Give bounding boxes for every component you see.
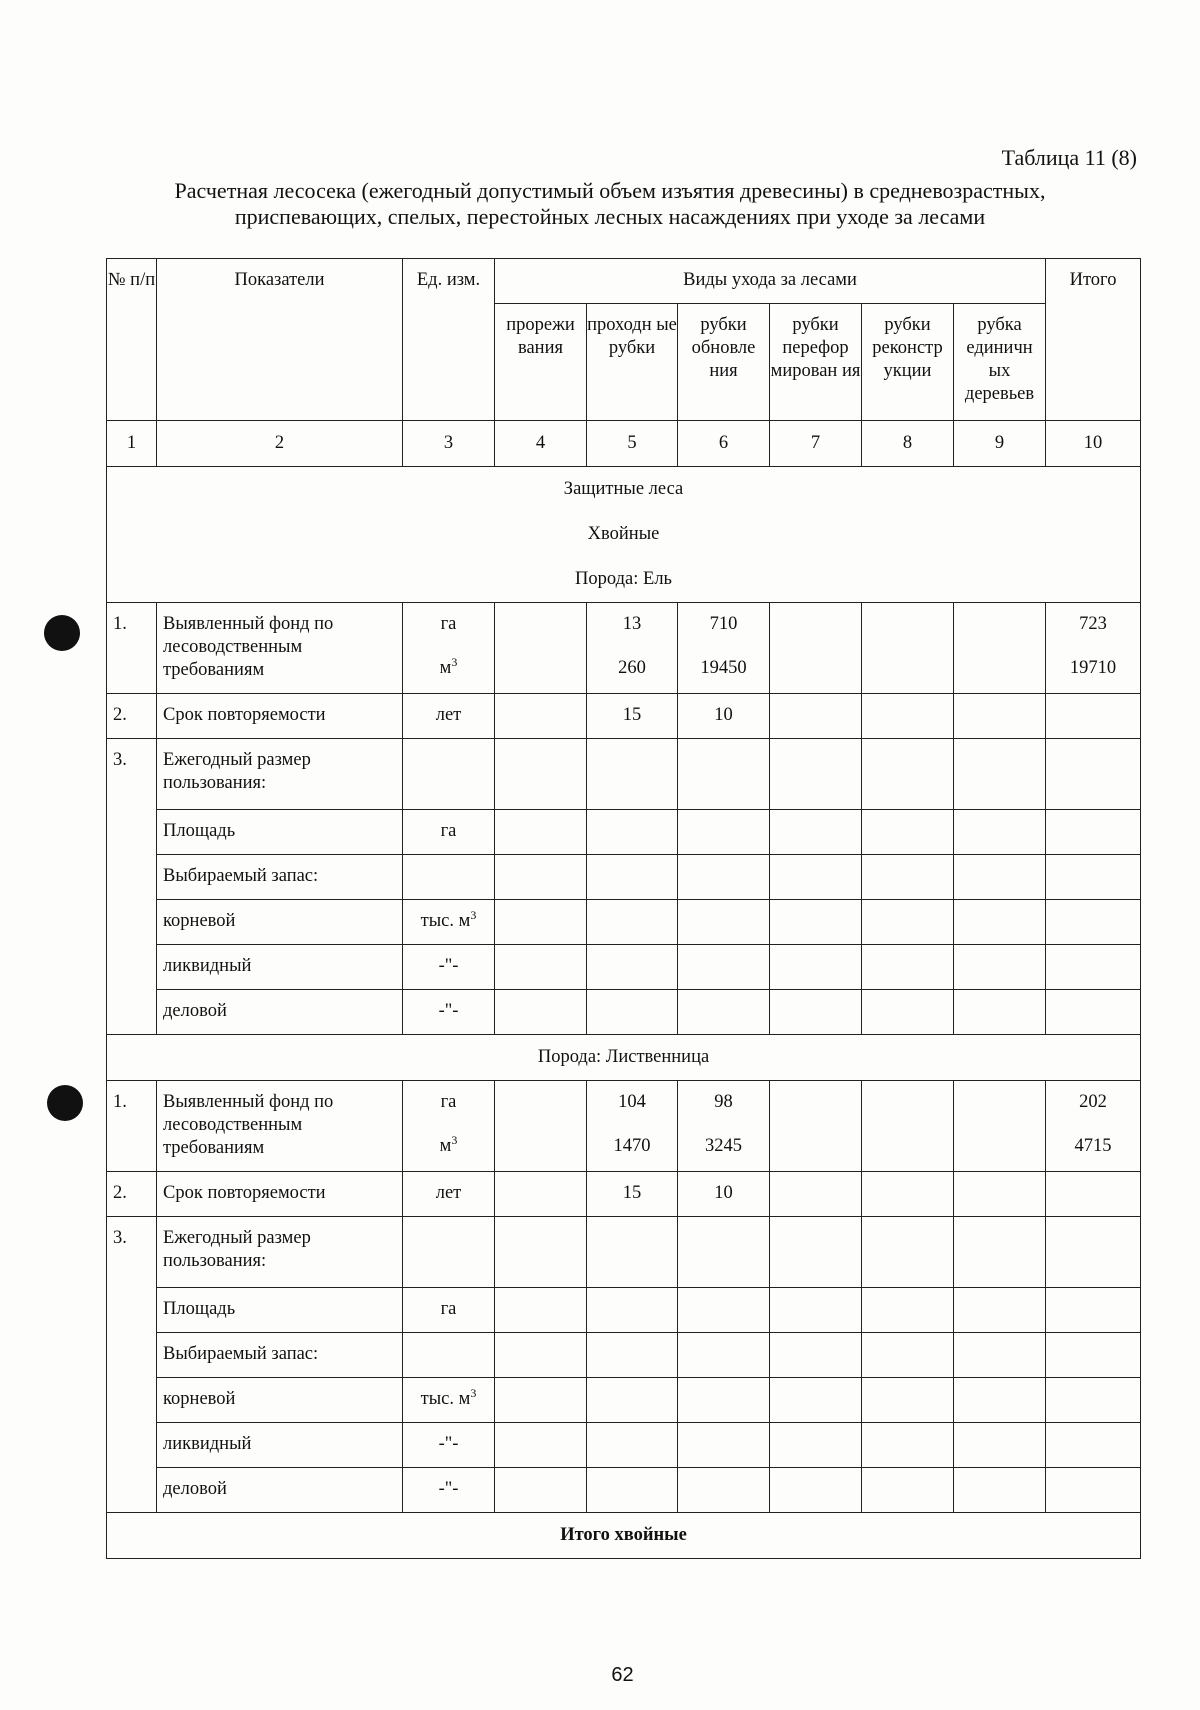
col-number: 3	[403, 421, 495, 467]
unit-text: тыс. м	[420, 911, 471, 931]
header-care-types: Виды ухода за лесами	[495, 259, 1046, 304]
total-cell	[1046, 1081, 1141, 1172]
row-label: деловой	[157, 1468, 403, 1513]
spruce-stock-row	[107, 855, 1141, 900]
table-label: Таблица 11 (8)	[1001, 145, 1137, 170]
value-cell: 10	[678, 1172, 770, 1217]
spruce-heading: Порода: Ель	[575, 569, 672, 589]
row-label: Ежегодный размер пользования:	[157, 739, 403, 810]
row-label: корневой	[157, 900, 403, 945]
page-number: 62	[611, 1664, 634, 1686]
conifers-heading: Хвойные	[587, 524, 660, 544]
row-number: 3.	[107, 739, 157, 1035]
row-label: Выявленный фонд по лесоводственным требованиям	[157, 603, 403, 694]
larch-period-row	[107, 1172, 1141, 1217]
header-col6: рубки обновле ния	[678, 304, 770, 421]
value: 98	[714, 1092, 733, 1112]
header-unit: Ед. изм.	[403, 259, 495, 421]
spruce-liquid-row	[107, 945, 1141, 990]
unit-cell: -"-	[403, 945, 495, 990]
unit-m3	[403, 1132, 494, 1158]
col-number: 5	[587, 421, 678, 467]
header-col5: проходн ые рубки	[587, 304, 678, 421]
row-label: Площадь	[157, 810, 403, 855]
header-col8: рубки реконстр укции	[862, 304, 954, 421]
cell	[770, 694, 862, 739]
logging-table	[106, 258, 1141, 1559]
row-number: 2.	[107, 694, 157, 739]
cell	[495, 603, 587, 694]
col-number: 9	[954, 421, 1046, 467]
section-heading	[107, 467, 1141, 603]
spruce-root-row	[107, 900, 1141, 945]
row-label: Выбираемый запас:	[157, 855, 403, 900]
sup-3: 3	[451, 654, 458, 669]
row-label: Срок повторяемости	[157, 694, 403, 739]
unit-ha: га	[440, 1092, 457, 1112]
protective-forests-heading: Защитные леса	[563, 479, 684, 499]
unit-cell: га	[403, 810, 495, 855]
row-label: Выбираемый запас:	[157, 1333, 403, 1378]
row-label: ликвидный	[157, 945, 403, 990]
row-number: 1.	[107, 603, 157, 694]
cell	[495, 694, 587, 739]
row-label: деловой	[157, 990, 403, 1035]
spruce-period-row	[107, 694, 1141, 739]
unit-cell: лет	[403, 1172, 495, 1217]
value-cell	[587, 1081, 678, 1172]
total-conifers-heading: Итого хвойные	[107, 1513, 1141, 1559]
header-total: Итого	[1046, 259, 1141, 421]
larch-liquid-row	[107, 1423, 1141, 1468]
larch-annual-row	[107, 1217, 1141, 1288]
unit-cell: -"-	[403, 1423, 495, 1468]
value: 723	[1079, 614, 1107, 634]
value: 104	[618, 1092, 646, 1112]
unit-cell	[403, 1081, 495, 1172]
col-number: 7	[770, 421, 862, 467]
col-number: 1	[107, 421, 157, 467]
header-num: № п/п	[107, 259, 157, 421]
unit-cell	[403, 1378, 495, 1423]
value-cell: 15	[587, 1172, 678, 1217]
value: 1470	[613, 1136, 651, 1156]
row-label: Срок повторяемости	[157, 1172, 403, 1217]
larch-heading: Порода: Лиственница	[107, 1035, 1141, 1081]
unit-cell: га	[403, 1288, 495, 1333]
row-number: 3.	[107, 1217, 157, 1513]
larch-area-row	[107, 1288, 1141, 1333]
unit-text: тыс. м	[420, 1389, 471, 1409]
row-label: корневой	[157, 1378, 403, 1423]
unit-cell	[403, 900, 495, 945]
value: 3245	[705, 1136, 742, 1156]
spruce-area-row	[107, 810, 1141, 855]
header-col7: рубки перефор мирован ия	[770, 304, 862, 421]
row-label: ликвидный	[157, 1423, 403, 1468]
spruce-fund-row	[107, 603, 1141, 694]
value-cell	[678, 603, 770, 694]
larch-business-row	[107, 1468, 1141, 1513]
unit-m: м	[439, 658, 452, 678]
title-line-2: приспевающих, спелых, перестойных лесных насаждениях при уходе за лесами	[234, 204, 986, 229]
sup-3: 3	[451, 1132, 458, 1147]
col-number: 2	[157, 421, 403, 467]
row-label: Ежегодный размер пользования:	[157, 1217, 403, 1288]
unit-m: м	[439, 1136, 452, 1156]
value-cell	[587, 603, 678, 694]
unit-ha: га	[440, 614, 457, 634]
sup-3: 3	[470, 907, 477, 922]
punch-hole-top	[44, 615, 80, 651]
row-label: Площадь	[157, 1288, 403, 1333]
larch-root-row	[107, 1378, 1141, 1423]
row-number: 1.	[107, 1081, 157, 1172]
cell	[1046, 694, 1141, 739]
value: 19450	[700, 658, 747, 678]
header-col4: прорежи вания	[495, 304, 587, 421]
value-cell: 15	[587, 694, 678, 739]
row-label: Выявленный фонд по лесоводственным требованиям	[157, 1081, 403, 1172]
value-cell: 10	[678, 694, 770, 739]
header-col9: рубка единичн ых деревьев	[954, 304, 1046, 421]
col-number: 8	[862, 421, 954, 467]
unit-m3	[403, 654, 494, 680]
sup-3: 3	[470, 1385, 477, 1400]
column-numbers-row	[107, 421, 1141, 467]
header-indicators: Показатели	[157, 259, 403, 421]
value: 13	[622, 614, 642, 634]
value: 19710	[1069, 658, 1117, 678]
unit-cell: лет	[403, 694, 495, 739]
punch-hole-bottom	[47, 1085, 83, 1121]
unit-cell	[403, 603, 495, 694]
spruce-business-row	[107, 990, 1141, 1035]
value: 4715	[1074, 1136, 1112, 1156]
cell	[954, 694, 1046, 739]
larch-stock-row	[107, 1333, 1141, 1378]
col-number: 4	[495, 421, 587, 467]
col-number: 6	[678, 421, 770, 467]
title-line-1: Расчетная лесосека (ежегодный допустимый объем изъятия древесины) в средневозрастных,	[174, 178, 1046, 203]
value: 710	[709, 614, 738, 634]
value-cell	[678, 1081, 770, 1172]
col-number: 10	[1046, 421, 1141, 467]
cell	[862, 694, 954, 739]
unit-cell: -"-	[403, 990, 495, 1035]
value: 202	[1079, 1092, 1107, 1112]
row-number: 2.	[107, 1172, 157, 1217]
cell	[862, 603, 954, 694]
spruce-annual-row	[107, 739, 1141, 810]
larch-fund-row	[107, 1081, 1141, 1172]
total-cell	[1046, 603, 1141, 694]
table-title	[110, 178, 1110, 230]
unit-cell: -"-	[403, 1468, 495, 1513]
value: 260	[618, 658, 646, 678]
cell	[954, 603, 1046, 694]
cell	[770, 603, 862, 694]
